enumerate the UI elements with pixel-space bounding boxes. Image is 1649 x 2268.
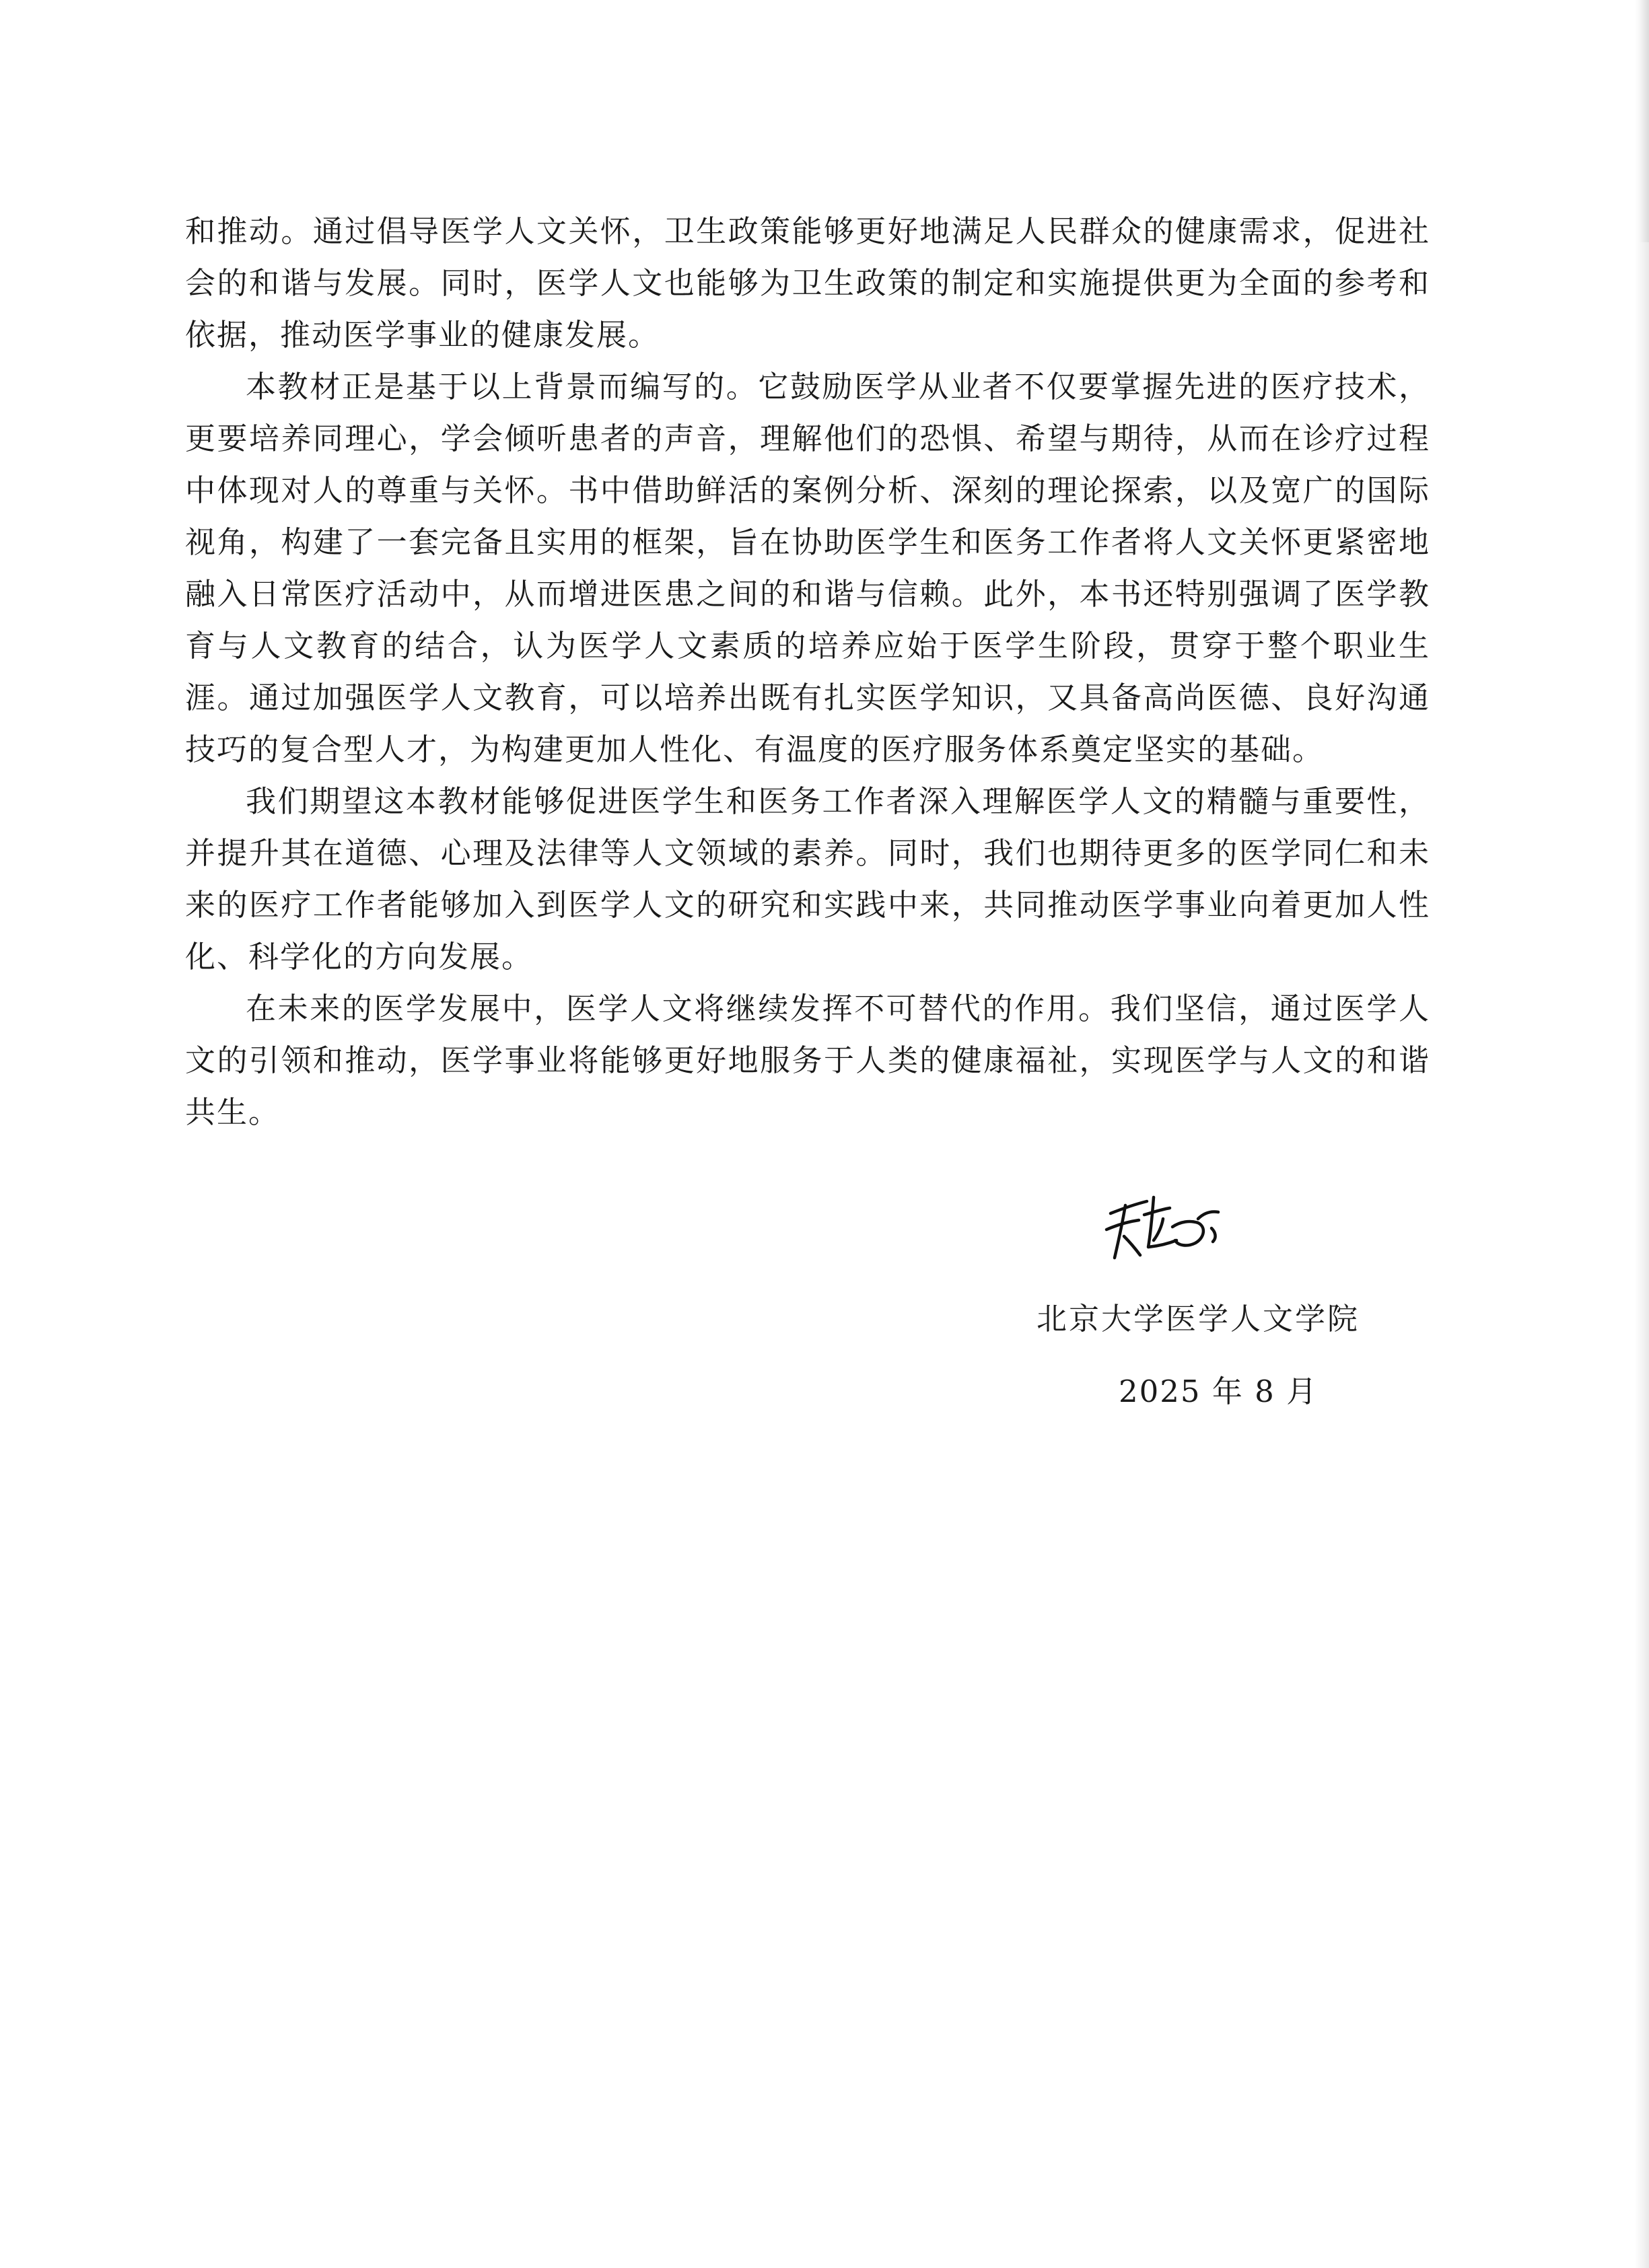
paragraph-expectation: 我们期望这本教材能够促进医学生和医务工作者深入理解医学人文的精髓与重要性，并提升其在道德、心理及法律等人文领域的素养。同时，我们也期待更多的医学同仁和未来的医疗工作者能够加入到医学人文的研究和实践中来，共同推动医学事业向着更加人性化、科学化的方向发展。: [185, 783, 1430, 974]
signing-date: 2025 年 8 月: [1119, 1374, 1319, 1409]
paragraph-textbook-purpose: 本教材正是基于以上背景而编写的。它鼓励医学从业者不仅要掌握先进的医疗技术，更要培养同理心，学会倾听患者的声音，理解他们的恐惧、希望与期待，从而在诊疗过程中体现对人的尊重与关怀。书中借助鲜活的案例分析、深刻的理论探索，以及宽广的国际视角，构建了一套完备且实用的框架，旨在协助医学生和医务工作者将人文关怀更紧密地融入日常医疗活动中，从而增进医患之间的和谐与信赖。此外，本书还特别强调了医学教育与人文教育的结合，认为医学人文素质的培养应始于医学生阶段，贯穿于整个职业生涯。通过加强医学人文教育，可以培养出既有扎实医学知识，又具备高尚医德、良好沟通技巧的复合型人才，为构建更加人性化、有温度的医疗服务体系奠定坚实的基础。: [185, 369, 1430, 767]
paragraph-future: 在未来的医学发展中，医学人文将继续发挥不可替代的作用。我们坚信，通过医学人文的引领和推动，医学事业将能够更好地服务于人类的健康福祉，实现医学与人文的和谐共生。: [185, 991, 1430, 1130]
page-edge-shadow: [1634, 0, 1649, 2268]
handwritten-signature-icon: [1097, 1188, 1232, 1269]
signing-institution: 北京大学医学人文学院: [1037, 1301, 1360, 1337]
paragraph-continuation: 和推动。通过倡导医学人文关怀，卫生政策能够更好地满足人民群众的健康需求，促进社会的和谐与发展。同时，医学人文也能够为卫生政策的制定和实施提供更为全面的参考和依据，推动医学事业的健康发展。: [185, 213, 1430, 353]
page-edge-mark: [1640, 0, 1649, 242]
document-body: [185, 205, 1430, 1138]
